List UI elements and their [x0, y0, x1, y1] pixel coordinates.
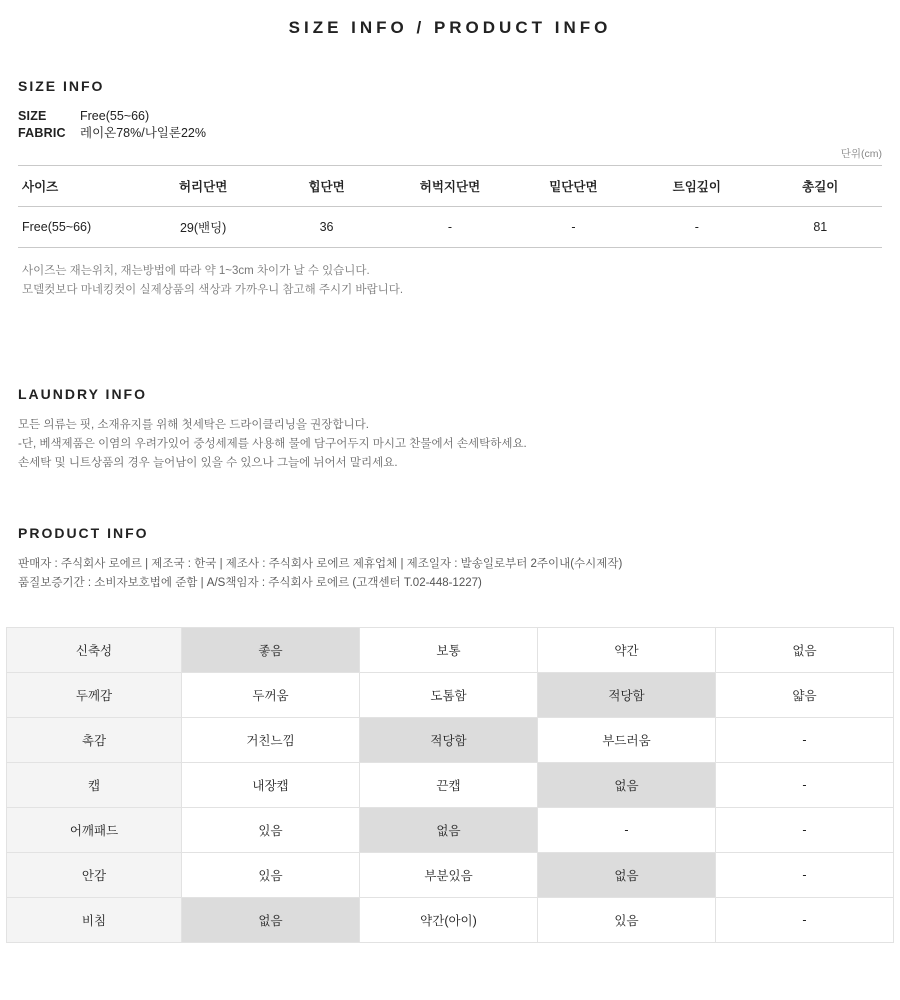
table-row [7, 853, 894, 898]
table-row [18, 207, 882, 248]
size-table-header-cell: 밑단단면 [512, 166, 635, 207]
product-info-heading: PRODUCT INFO [18, 525, 149, 541]
size-table-header-cell: 사이즈 [18, 166, 141, 207]
attr-option[interactable]: 두꺼움 [182, 673, 360, 718]
laundry-info-line: 모든 의류는 핏, 소재유지를 위해 첫세탁은 드라이클리닝을 권장합니다. [18, 419, 369, 431]
size-info-section [0, 78, 900, 300]
attr-label: 비침 [7, 898, 182, 943]
attr-option[interactable]: 약간 [538, 628, 716, 673]
size-notes [0, 262, 900, 300]
attr-option[interactable]: - [716, 898, 894, 943]
attr-label: 촉감 [7, 718, 182, 763]
attr-option[interactable]: 적당함 [538, 673, 716, 718]
attr-option[interactable]: - [716, 718, 894, 763]
attr-option[interactable]: 있음 [182, 808, 360, 853]
attr-option[interactable]: 약간(아이) [360, 898, 538, 943]
size-table-header-cell: 총길이 [759, 166, 882, 207]
attr-option[interactable]: 없음 [716, 628, 894, 673]
size-spec-list [0, 108, 900, 142]
product-info-section [0, 525, 900, 593]
spec-row-fabric [18, 125, 900, 142]
page-title: SIZE INFO / PRODUCT INFO [288, 18, 612, 37]
size-table-cell: 36 [265, 207, 388, 248]
table-row [7, 898, 894, 943]
product-info-line: 품질보증기간 : 소비자보호법에 준함 | A/S책임자 : 주식회사 로에르 (고객센터 T.02-448-1227) [18, 577, 482, 589]
spec-row-size [18, 108, 900, 125]
attr-option[interactable]: 적당함 [360, 718, 538, 763]
attr-option[interactable]: - [716, 808, 894, 853]
attr-option[interactable]: 없음 [360, 808, 538, 853]
attr-option[interactable]: 보통 [360, 628, 538, 673]
attr-option[interactable]: 끈캡 [360, 763, 538, 808]
size-note-line: 사이즈는 재는위치, 재는방법에 따라 약 1~3cm 차이가 날 수 있습니다. [22, 265, 370, 277]
size-info-heading: SIZE INFO [18, 78, 105, 94]
size-table-header-cell: 허리단면 [141, 166, 264, 207]
laundry-info-section [0, 386, 900, 473]
laundry-info-line: -단, 베색제품은 이염의 우려가있어 중성세제를 사용해 물에 담구어두지 마시고 찬물에서 손세탁하세요. [18, 438, 527, 450]
laundry-info-line: 손세탁 및 니트상품의 경우 늘어남이 있을 수 있으나 그늘에 뉘어서 말리세요. [18, 457, 398, 469]
attr-label: 안감 [7, 853, 182, 898]
attr-option[interactable]: 있음 [182, 853, 360, 898]
table-row [7, 808, 894, 853]
attr-label: 신축성 [7, 628, 182, 673]
attr-label: 어깨패드 [7, 808, 182, 853]
spec-label-fabric: FABRIC [18, 126, 66, 140]
attr-option[interactable]: 없음 [538, 853, 716, 898]
size-measurement-table [18, 165, 882, 248]
attr-option[interactable]: - [716, 763, 894, 808]
product-attribute-table [6, 627, 894, 943]
attr-option[interactable]: 있음 [538, 898, 716, 943]
attr-option[interactable]: - [538, 808, 716, 853]
product-info-line: 판매자 : 주식회사 로에르 | 제조국 : 한국 | 제조사 : 주식회사 로에르 제휴업체 | 제조일자 : 발송일로부터 2주이내(수시제작) [18, 558, 623, 570]
unit-note: 단위(cm) [840, 148, 882, 160]
table-row [7, 628, 894, 673]
attr-option[interactable]: 내장캡 [182, 763, 360, 808]
size-table-cell: - [635, 207, 758, 248]
size-table-cell: - [512, 207, 635, 248]
attr-option[interactable]: 좋음 [182, 628, 360, 673]
attr-option[interactable]: - [716, 853, 894, 898]
attr-option[interactable]: 도톰함 [360, 673, 538, 718]
size-table-cell: Free(55~66) [18, 207, 141, 248]
attr-option[interactable]: 없음 [182, 898, 360, 943]
size-table-header-cell: 트임깊이 [635, 166, 758, 207]
attr-option[interactable]: 부분있음 [360, 853, 538, 898]
attr-option[interactable]: 거친느낌 [182, 718, 360, 763]
table-row [7, 673, 894, 718]
attr-label: 두께감 [7, 673, 182, 718]
size-table-header-cell: 허벅지단면 [388, 166, 511, 207]
size-table-cell: - [388, 207, 511, 248]
table-row [7, 718, 894, 763]
size-table-cell: 29(밴딩) [141, 207, 264, 248]
size-table-cell: 81 [759, 207, 882, 248]
attr-label: 캡 [7, 763, 182, 808]
spec-value-fabric: 레이온78%/나일론22% [80, 126, 206, 140]
size-table-header-row [18, 166, 882, 207]
product-info-lines [0, 555, 900, 593]
attr-option[interactable]: 얇음 [716, 673, 894, 718]
table-row [7, 763, 894, 808]
size-note-line: 모델컷보다 마네킹컷이 실제상품의 색상과 가까우니 참고해 주시기 바랍니다. [22, 284, 404, 296]
size-table-header-cell: 힙단면 [265, 166, 388, 207]
laundry-info-heading: LAUNDRY INFO [18, 386, 147, 402]
attr-option[interactable]: 부드러움 [538, 718, 716, 763]
laundry-info-lines [0, 416, 900, 473]
spec-label-size: SIZE [18, 109, 47, 123]
spec-value-size: Free(55~66) [80, 109, 150, 123]
attr-option[interactable]: 없음 [538, 763, 716, 808]
